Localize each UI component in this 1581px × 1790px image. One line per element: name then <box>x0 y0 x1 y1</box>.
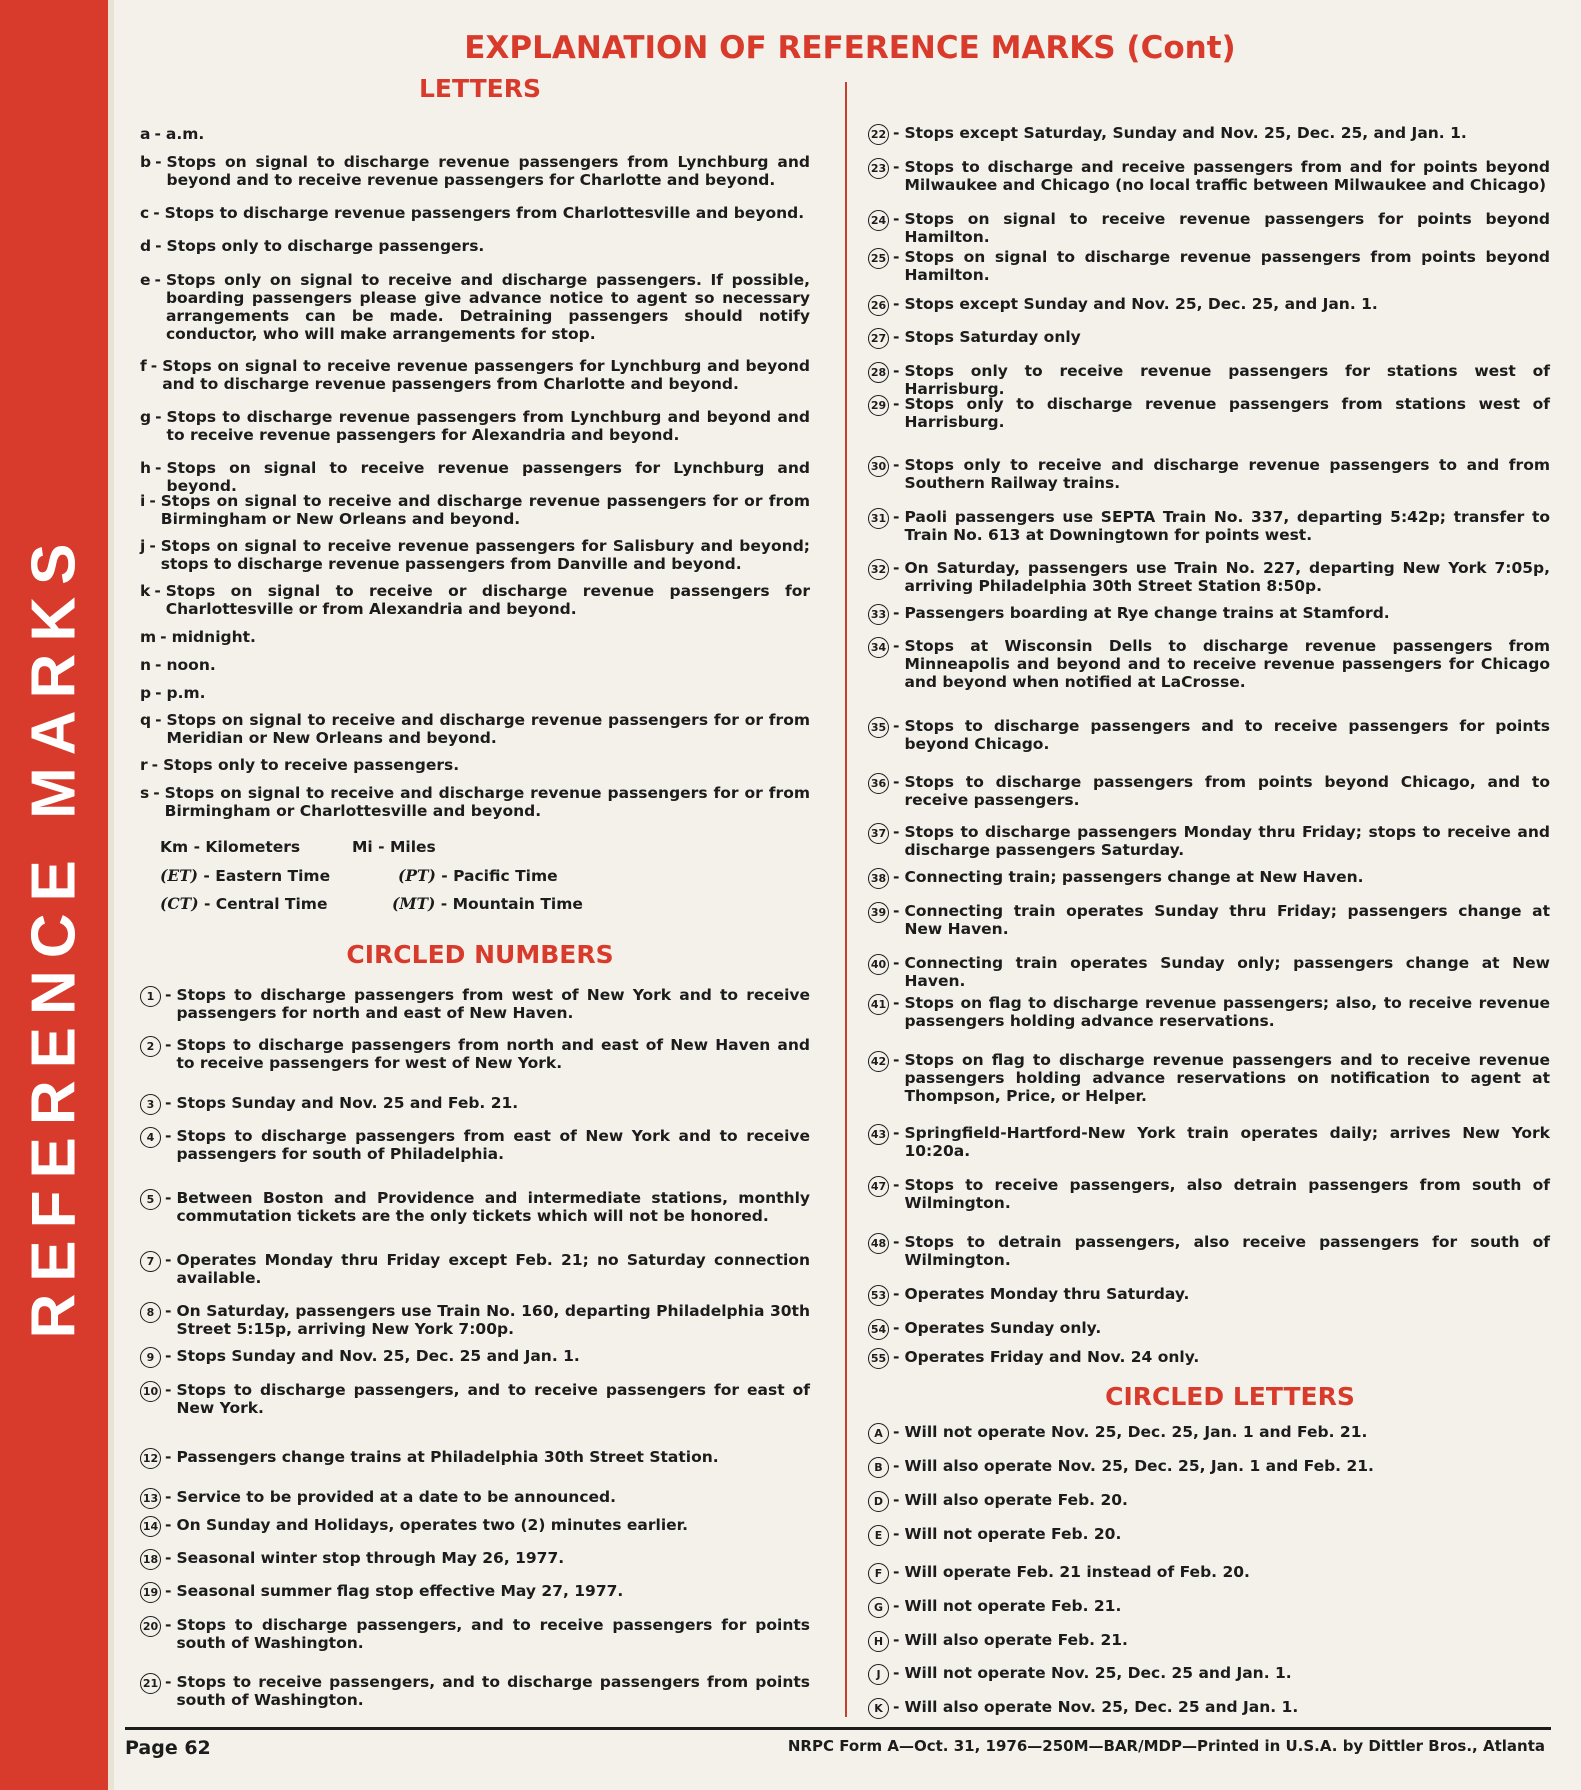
circled-number: 37 <box>868 823 889 844</box>
list-item: 25 - Stops on signal to discharge revenue passengers from points beyond Hamilton. <box>868 248 1550 284</box>
list-item: 47 - Stops to receive passengers, also detrain passengers from south of Wilmington. <box>868 1176 1550 1212</box>
list-item: 4 - Stops to discharge passengers from east of New York and to receive passengers for south of Philadelphia. <box>140 1127 810 1163</box>
entry-text: Stops on flag to discharge revenue passengers; also, to receive revenue passengers holding advance reservations. <box>904 994 1550 1030</box>
entry-text: Stops to discharge passengers Monday thru Friday; stops to receive and discharge passengers Saturday. <box>904 823 1550 859</box>
reference-mark: n <box>140 656 152 674</box>
list-item: c - Stops to discharge revenue passengers from Charlottesville and beyond. <box>140 204 810 222</box>
list-item: 14 - On Sunday and Holidays, operates two (2) minutes earlier. <box>140 1516 810 1537</box>
entry-text: Stops on signal to receive revenue passengers for Lynchburg and beyond and to discharge revenue passengers from Charlotte and beyond. <box>162 357 810 393</box>
list-item: 53 - Operates Monday thru Saturday. <box>868 1285 1550 1306</box>
circled-letter: H <box>868 1631 889 1652</box>
list-item: 35 - Stops to discharge passengers and to receive passengers for points beyond Chicago. <box>868 717 1550 753</box>
list-item: 55 - Operates Friday and Nov. 24 only. <box>868 1348 1550 1369</box>
circled-number: 53 <box>868 1285 889 1306</box>
list-item: 5 - Between Boston and Providence and intermediate stations, monthly commutation tickets are the only tickets which will not be honored. <box>140 1189 810 1225</box>
list-item: 24 - Stops on signal to receive revenue passengers for points beyond Hamilton. <box>868 210 1550 246</box>
list-item: 7 - Operates Monday thru Friday except Feb. 21; no Saturday connection available. <box>140 1251 810 1287</box>
circled-number: 24 <box>868 210 889 231</box>
circled-letter: E <box>868 1525 889 1546</box>
list-item: 34 - Stops at Wisconsin Dells to discharge revenue passengers from Minneapolis and beyond and to receive revenue passengers for Chicago and beyond when notified at LaCrosse. <box>868 637 1550 691</box>
abbreviation-km: Km - Kilometers <box>160 838 301 856</box>
entry-text: Stops at Wisconsin Dells to discharge revenue passengers from Minneapolis and beyond and to receive revenue passengers for Chicago and beyond when notified at LaCrosse. <box>904 637 1550 691</box>
entry-text: Will operate Feb. 21 instead of Feb. 20. <box>904 1563 1250 1581</box>
entry-text: Stops except Sunday and Nov. 25, Dec. 25, and Jan. 1. <box>904 295 1378 313</box>
list-item: A - Will not operate Nov. 25, Dec. 25, Jan. 1 and Feb. 21. <box>868 1423 1550 1444</box>
entry-text: Stops to discharge passengers, and to receive passengers for east of New York. <box>176 1381 810 1417</box>
circled-number: 25 <box>868 248 889 269</box>
entry-text: Stops except Saturday, Sunday and Nov. 25, Dec. 25, and Jan. 1. <box>904 124 1467 142</box>
entry-text: Will also operate Nov. 25, Dec. 25, Jan. 1 and Feb. 21. <box>904 1457 1374 1475</box>
entry-text: Will also operate Nov. 25, Dec. 25 and Jan. 1. <box>904 1698 1299 1716</box>
list-item: m - midnight. <box>140 628 810 646</box>
reference-mark: i <box>140 492 146 510</box>
entry-text: Seasonal winter stop through May 26, 1977. <box>176 1549 565 1567</box>
footer-imprint: NRPC Form A—Oct. 31, 1976—250M—BAR/MDP—Printed in U.S.A. by Dittler Bros., Atlanta <box>787 1737 1545 1755</box>
entry-text: On Saturday, passengers use Train No. 160, departing Philadelphia 30th Street 5:15p, arriving New York 7:00p. <box>176 1302 810 1338</box>
list-item: 19 - Seasonal summer flag stop effective May 27, 1977. <box>140 1582 810 1603</box>
circled-number: 30 <box>868 456 889 477</box>
circled-number: 47 <box>868 1176 889 1197</box>
entry-text: Stops on flag to discharge revenue passengers and to receive revenue passengers holding advance reservations on notification to agent at Thompson, Price, or Helper. <box>904 1051 1550 1105</box>
circled-number: 40 <box>868 954 889 975</box>
reference-mark: j <box>140 537 146 555</box>
entry-text: Operates Monday thru Friday except Feb. 21; no Saturday connection available. <box>176 1251 810 1287</box>
list-item: 38 - Connecting train; passengers change at New Haven. <box>868 868 1550 889</box>
entry-text: Stops to discharge and receive passengers from and for points beyond Milwaukee and Chicago (no local traffic between Milwaukee and Chicago) <box>904 158 1550 194</box>
section-title-circled-numbers: CIRCLED NUMBERS <box>346 940 614 969</box>
list-item: p - p.m. <box>140 684 810 702</box>
list-item: 40 - Connecting train operates Sunday only; passengers change at New Haven. <box>868 954 1550 990</box>
circled-letter: F <box>868 1563 889 1584</box>
circled-number: 18 <box>140 1549 161 1570</box>
list-item: 37 - Stops to discharge passengers Monday thru Friday; stops to receive and discharge passengers Saturday. <box>868 823 1550 859</box>
entry-text: Stops to discharge revenue passengers from Charlottesville and beyond. <box>164 204 805 222</box>
entry-text: Stops on signal to receive revenue passengers for points beyond Hamilton. <box>904 210 1550 246</box>
circled-number: 43 <box>868 1124 889 1145</box>
entry-text: On Sunday and Holidays, operates two (2) minutes earlier. <box>176 1516 688 1534</box>
list-item: 29 - Stops only to discharge revenue passengers from stations west of Harrisburg. <box>868 395 1550 431</box>
page-number: Page 62 <box>125 1737 211 1759</box>
entry-text: Stops Sunday and Nov. 25 and Feb. 21. <box>176 1094 519 1112</box>
list-item: 10 - Stops to discharge passengers, and to receive passengers for east of New York. <box>140 1381 810 1417</box>
list-item: 12 - Passengers change trains at Philadelphia 30th Street Station. <box>140 1448 810 1469</box>
list-item: G - Will not operate Feb. 21. <box>868 1597 1550 1618</box>
entry-text: midnight. <box>171 628 256 646</box>
section-title-circled-letters: CIRCLED LETTERS <box>1105 1382 1355 1411</box>
reference-mark: g <box>140 408 152 426</box>
entry-text: Seasonal summer flag stop effective May 27, 1977. <box>176 1582 624 1600</box>
list-item: s - Stops on signal to receive and discharge revenue passengers for or from Birmingham or Charlottesville and beyond. <box>140 784 810 820</box>
entry-text: Stops on signal to discharge revenue passengers from Lynchburg and beyond and to receive revenue passengers for Charlotte and beyond. <box>166 153 810 189</box>
entry-text: Passengers change trains at Philadelphia 30th Street Station. <box>176 1448 719 1466</box>
reference-mark: f <box>140 357 147 375</box>
entry-text: Will not operate Nov. 25, Dec. 25, Jan. 1 and Feb. 21. <box>904 1423 1368 1441</box>
circled-number: 42 <box>868 1051 889 1072</box>
list-item: h - Stops on signal to receive revenue passengers for Lynchburg and beyond. <box>140 459 810 495</box>
circled-number: 29 <box>868 395 889 416</box>
entry-text: Connecting train; passengers change at New Haven. <box>904 868 1364 886</box>
entry-text: Stops to receive passengers, also detrain passengers from south of Wilmington. <box>904 1176 1550 1212</box>
column-divider <box>845 82 847 1717</box>
circled-number: 36 <box>868 773 889 794</box>
reference-mark: p <box>140 684 152 702</box>
list-item: 48 - Stops to detrain passengers, also receive passengers for south of Wilmington. <box>868 1233 1550 1269</box>
reference-mark: m <box>140 628 157 646</box>
list-item: i - Stops on signal to receive and discharge revenue passengers for or from Birmingham or New Orleans and beyond. <box>140 492 810 528</box>
list-item: 2 - Stops to discharge passengers from north and east of New Haven and to receive passengers for west of New York. <box>140 1036 810 1072</box>
list-item: 43 - Springfield-Hartford-New York train operates daily; arrives New York 10:20a. <box>868 1124 1550 1160</box>
entry-text: a.m. <box>165 125 205 143</box>
circled-number: 8 <box>140 1302 161 1323</box>
entry-text: Stops only to discharge passengers. <box>166 237 485 255</box>
list-item: 18 - Seasonal winter stop through May 26, 1977. <box>140 1549 810 1570</box>
reference-mark: a <box>140 125 151 143</box>
list-item: K - Will also operate Nov. 25, Dec. 25 and Jan. 1. <box>868 1698 1550 1719</box>
reference-mark: b <box>140 153 152 171</box>
list-item: J - Will not operate Nov. 25, Dec. 25 and Jan. 1. <box>868 1664 1550 1685</box>
reference-mark: k <box>140 582 151 600</box>
entry-text: Stops to detrain passengers, also receive passengers for south of Wilmington. <box>904 1233 1550 1269</box>
list-item: 1 - Stops to discharge passengers from west of New York and to receive passengers for north and east of New Haven. <box>140 986 810 1022</box>
circled-number: 19 <box>140 1582 161 1603</box>
entry-text: Stops to discharge passengers from east of New York and to receive passengers for south of Philadelphia. <box>176 1127 810 1163</box>
entry-text: Stops Sunday and Nov. 25, Dec. 25 and Jan. 1. <box>176 1347 580 1365</box>
entry-text: Will not operate Feb. 21. <box>904 1597 1122 1615</box>
list-item: 54 - Operates Sunday only. <box>868 1319 1550 1340</box>
circled-number: 41 <box>868 994 889 1015</box>
entry-text: Stops to discharge revenue passengers from Lynchburg and beyond and to receive revenue passengers for Alexandria and beyond. <box>166 408 810 444</box>
circled-number: 28 <box>868 362 889 383</box>
list-item: r - Stops only to receive passengers. <box>140 756 810 774</box>
list-item: n - noon. <box>140 656 810 674</box>
circled-number: 7 <box>140 1251 161 1272</box>
footer-divider <box>125 1727 1551 1730</box>
entry-text: Stops only on signal to receive and discharge passengers. If possible, boarding passengers please give advance notice to agent so necessary arrangements can be made. Detraining passengers should notify conductor, who will make arrangements for stop. <box>165 271 810 343</box>
sidebar-band <box>0 0 108 1790</box>
circled-letter: J <box>868 1664 889 1685</box>
circled-number: 20 <box>140 1616 161 1637</box>
entry-text: Operates Friday and Nov. 24 only. <box>904 1348 1200 1366</box>
list-item: 41 - Stops on flag to discharge revenue passengers; also, to receive revenue passengers holding advance reservations. <box>868 994 1550 1030</box>
circled-number: 33 <box>868 604 889 625</box>
list-item: 36 - Stops to discharge passengers from points beyond Chicago, and to receive passengers. <box>868 773 1550 809</box>
entry-text: Stops only to receive passengers. <box>163 756 460 774</box>
circled-number: 1 <box>140 986 161 1007</box>
entry-text: Stops to discharge passengers and to receive passengers for points beyond Chicago. <box>904 717 1550 753</box>
list-item: F - Will operate Feb. 21 instead of Feb. 20. <box>868 1563 1550 1584</box>
entry-text: Passengers boarding at Rye change trains at Stamford. <box>904 604 1390 622</box>
entry-text: Stops to discharge passengers from north and east of New Haven and to receive passengers for west of New York. <box>176 1036 810 1072</box>
abbreviation-ct: (CT) - Central Time <box>160 894 328 913</box>
entry-text: Stops Saturday only <box>904 328 1081 346</box>
reference-mark: d <box>140 237 152 255</box>
circled-number: 35 <box>868 717 889 738</box>
entry-text: Stops only to receive revenue passengers for stations west of Harrisburg. <box>904 362 1550 398</box>
entry-text: noon. <box>166 656 216 674</box>
circled-letter: D <box>868 1491 889 1512</box>
circled-number: 10 <box>140 1381 161 1402</box>
list-item: 13 - Service to be provided at a date to be announced. <box>140 1488 810 1509</box>
list-item: 9 - Stops Sunday and Nov. 25, Dec. 25 and Jan. 1. <box>140 1347 810 1368</box>
circled-number: 5 <box>140 1189 161 1210</box>
entry-text: Stops on signal to receive and discharge revenue passengers for or from Birmingham or Charlottesville and beyond. <box>164 784 810 820</box>
reference-mark: s <box>140 784 150 802</box>
circled-letter: G <box>868 1597 889 1618</box>
circled-number: 32 <box>868 559 889 580</box>
entry-text: Paoli passengers use SEPTA Train No. 337, departing 5:42p; transfer to Train No. 613 at Downingtown for points west. <box>904 508 1550 544</box>
list-item: 32 - On Saturday, passengers use Train No. 227, departing New York 7:05p, arriving Philadelphia 30th Street Station 8:50p. <box>868 559 1550 595</box>
list-item: B - Will also operate Nov. 25, Dec. 25, Jan. 1 and Feb. 21. <box>868 1457 1550 1478</box>
list-item: 27 - Stops Saturday only <box>868 328 1550 349</box>
list-item: q - Stops on signal to receive and discharge revenue passengers for or from Meridian or New Orleans and beyond. <box>140 711 810 747</box>
circled-letter: A <box>868 1423 889 1444</box>
list-item: k - Stops on signal to receive or discharge revenue passengers for Charlottesville or from Alexandria and beyond. <box>140 582 810 618</box>
entry-text: Operates Monday thru Saturday. <box>904 1285 1190 1303</box>
entry-text: Stops to discharge passengers, and to receive passengers for points south of Washington. <box>176 1616 810 1652</box>
list-item: d - Stops only to discharge passengers. <box>140 237 810 255</box>
entry-text: Will also operate Feb. 21. <box>904 1631 1128 1649</box>
entry-text: Stops on signal to receive and discharge revenue passengers for or from Meridian or New Orleans and beyond. <box>166 711 810 747</box>
reference-mark: e <box>140 271 151 289</box>
circled-number: 21 <box>140 1673 161 1694</box>
circled-number: 3 <box>140 1094 161 1115</box>
list-item: 3 - Stops Sunday and Nov. 25 and Feb. 21. <box>140 1094 810 1115</box>
entry-text: Stops to discharge passengers from west of New York and to receive passengers for north and east of New Haven. <box>176 986 810 1022</box>
page-title: EXPLANATION OF REFERENCE MARKS (Cont) <box>464 30 1236 66</box>
list-item: 22 - Stops except Saturday, Sunday and Nov. 25, Dec. 25, and Jan. 1. <box>868 124 1550 145</box>
circled-letter: B <box>868 1457 889 1478</box>
list-item: e - Stops only on signal to receive and discharge passengers. If possible, boarding passengers please give advance notice to agent so necessary arrangements can be made. Detraining passengers should notify conductor, who will make arrangements for stop. <box>140 271 810 343</box>
circled-number: 26 <box>868 295 889 316</box>
list-item: b - Stops on signal to discharge revenue passengers from Lynchburg and beyond and to receive revenue passengers for Charlotte and beyond. <box>140 153 810 189</box>
list-item: f - Stops on signal to receive revenue passengers for Lynchburg and beyond and to discharge revenue passengers from Charlotte and beyond. <box>140 357 810 393</box>
reference-mark: q <box>140 711 152 729</box>
reference-mark: r <box>140 756 148 774</box>
circled-number: 23 <box>868 158 889 179</box>
entry-text: Operates Sunday only. <box>904 1319 1102 1337</box>
entry-text: Stops on signal to receive and discharge revenue passengers for or from Birmingham or New Orleans and beyond. <box>160 492 810 528</box>
entry-text: Connecting train operates Sunday thru Friday; passengers change at New Haven. <box>904 902 1550 938</box>
entry-text: Stops on signal to receive or discharge revenue passengers for Charlottesville or from Alexandria and beyond. <box>165 582 810 618</box>
circled-number: 27 <box>868 328 889 349</box>
entry-text: Service to be provided at a date to be announced. <box>176 1488 617 1506</box>
abbreviation-mt: (MT) - Mountain Time <box>392 894 583 913</box>
circled-number: 48 <box>868 1233 889 1254</box>
list-item: 42 - Stops on flag to discharge revenue passengers and to receive revenue passengers holding advance reservations on notification to agent at Thompson, Price, or Helper. <box>868 1051 1550 1105</box>
abbreviation-mi: Mi - Miles <box>352 838 436 856</box>
list-item: 31 - Paoli passengers use SEPTA Train No. 337, departing 5:42p; transfer to Train No. 613 at Downingtown for points west. <box>868 508 1550 544</box>
entry-text: On Saturday, passengers use Train No. 227, departing New York 7:05p, arriving Philadelphia 30th Street Station 8:50p. <box>904 559 1550 595</box>
entry-text: Stops only to discharge revenue passengers from stations west of Harrisburg. <box>904 395 1550 431</box>
circled-number: 4 <box>140 1127 161 1148</box>
circled-number: 39 <box>868 902 889 923</box>
circled-number: 31 <box>868 508 889 529</box>
circled-number: 12 <box>140 1448 161 1469</box>
circled-number: 13 <box>140 1488 161 1509</box>
entry-text: Stops on signal to receive revenue passengers for Salisbury and beyond; stops to discharge revenue passengers from Danville and beyond. <box>160 537 810 573</box>
entry-text: Springfield-Hartford-New York train operates daily; arrives New York 10:20a. <box>904 1124 1550 1160</box>
entry-text: Stops to receive passengers, and to discharge passengers from points south of Washington. <box>176 1673 810 1709</box>
list-item: E - Will not operate Feb. 20. <box>868 1525 1550 1546</box>
entry-text: Will not operate Nov. 25, Dec. 25 and Jan. 1. <box>904 1664 1292 1682</box>
circled-number: 9 <box>140 1347 161 1368</box>
circled-number: 34 <box>868 637 889 658</box>
entry-text: Will not operate Feb. 20. <box>904 1525 1122 1543</box>
list-item: H - Will also operate Feb. 21. <box>868 1631 1550 1652</box>
list-item: g - Stops to discharge revenue passengers from Lynchburg and beyond and to receive revenue passengers for Alexandria and beyond. <box>140 408 810 444</box>
circled-number: 54 <box>868 1319 889 1340</box>
entry-text: p.m. <box>166 684 206 702</box>
entry-text: Stops only to receive and discharge revenue passengers to and from Southern Railway trains. <box>904 456 1550 492</box>
list-item: 30 - Stops only to receive and discharge revenue passengers to and from Southern Railway trains. <box>868 456 1550 492</box>
circled-letter: K <box>868 1698 889 1719</box>
entry-text: Stops on signal to discharge revenue passengers from points beyond Hamilton. <box>904 248 1550 284</box>
entry-text: Between Boston and Providence and intermediate stations, monthly commutation tickets are the only tickets which will not be honored. <box>176 1189 810 1225</box>
list-item: a - a.m. <box>140 125 810 143</box>
circled-number: 14 <box>140 1516 161 1537</box>
list-item: 39 - Connecting train operates Sunday thru Friday; passengers change at New Haven. <box>868 902 1550 938</box>
list-item: 8 - On Saturday, passengers use Train No. 160, departing Philadelphia 30th Street 5:15p, arriving New York 7:00p. <box>140 1302 810 1338</box>
section-title-letters: LETTERS <box>418 74 542 103</box>
list-item: 20 - Stops to discharge passengers, and to receive passengers for points south of Washington. <box>140 1616 810 1652</box>
list-item: 23 - Stops to discharge and receive passengers from and for points beyond Milwaukee and Chicago (no local traffic between Milwaukee and Chicago) <box>868 158 1550 194</box>
list-item: 28 - Stops only to receive revenue passengers for stations west of Harrisburg. <box>868 362 1550 398</box>
sidebar-edge <box>108 0 114 1790</box>
sidebar-title: REFERENCE MARKS <box>19 531 89 1339</box>
list-item: D - Will also operate Feb. 20. <box>868 1491 1550 1512</box>
circled-number: 22 <box>868 124 889 145</box>
entry-text: Connecting train operates Sunday only; passengers change at New Haven. <box>904 954 1550 990</box>
list-item: 26 - Stops except Sunday and Nov. 25, Dec. 25, and Jan. 1. <box>868 295 1550 316</box>
list-item: j - Stops on signal to receive revenue passengers for Salisbury and beyond; stops to discharge revenue passengers from Danville and beyond. <box>140 537 810 573</box>
reference-mark: h <box>140 459 152 477</box>
abbreviation-pt: (PT) - Pacific Time <box>398 866 558 885</box>
reference-mark: c <box>140 204 150 222</box>
circled-number: 2 <box>140 1036 161 1057</box>
entry-text: Will also operate Feb. 20. <box>904 1491 1128 1509</box>
abbreviation-et: (ET) - Eastern Time <box>160 866 331 885</box>
list-item: 33 - Passengers boarding at Rye change trains at Stamford. <box>868 604 1550 625</box>
entry-text: Stops on signal to receive revenue passengers for Lynchburg and beyond. <box>166 459 810 495</box>
circled-number: 38 <box>868 868 889 889</box>
list-item: 21 - Stops to receive passengers, and to discharge passengers from points south of Washington. <box>140 1673 810 1709</box>
circled-number: 55 <box>868 1348 889 1369</box>
entry-text: Stops to discharge passengers from points beyond Chicago, and to receive passengers. <box>904 773 1550 809</box>
